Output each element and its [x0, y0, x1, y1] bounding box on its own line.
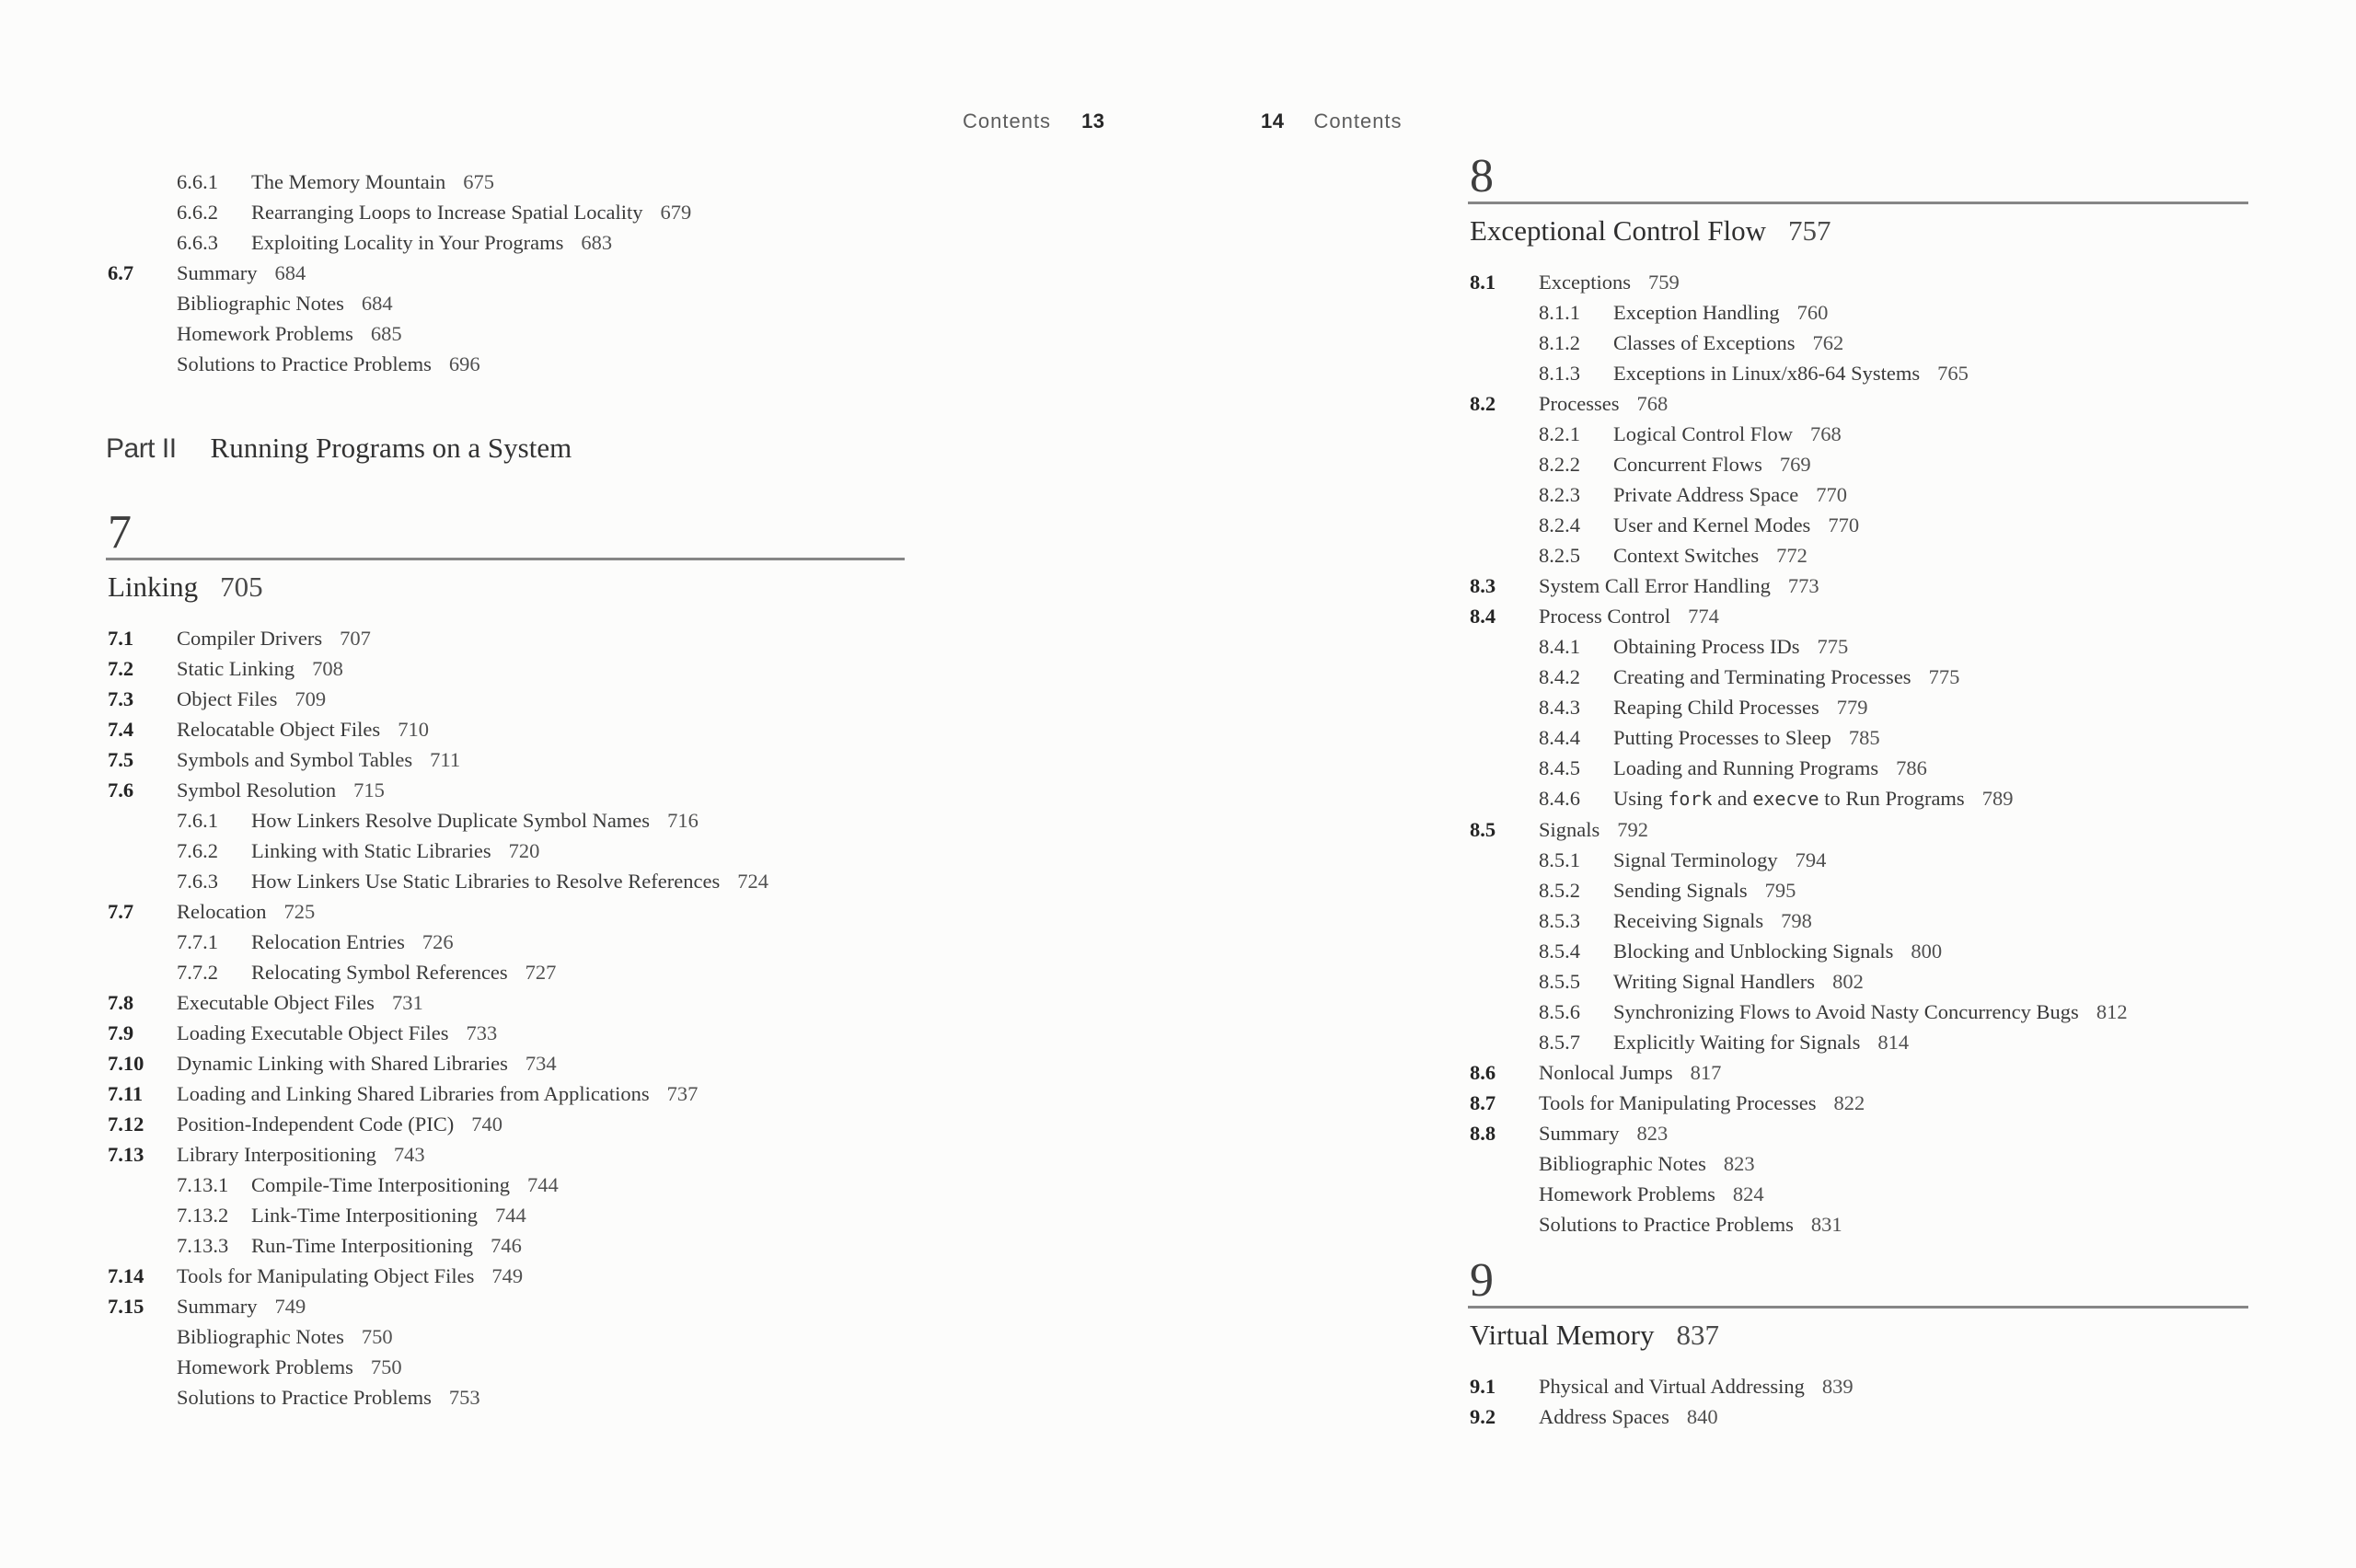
- chapter9-number: 9: [1470, 1254, 1494, 1307]
- toc-entry-page: 720: [508, 839, 540, 862]
- toc-entry: [106, 714, 905, 744]
- toc-entry-title: Symbol Resolution: [177, 778, 337, 801]
- toc-entry-page: 724: [737, 870, 768, 893]
- toc-entry-title: Summary: [1539, 1122, 1620, 1145]
- toc-entry-number: 6.6.2: [177, 201, 218, 224]
- running-head-right-title: Contents: [1313, 110, 1403, 133]
- running-head-left-folio: 13: [1081, 110, 1105, 133]
- toc-entry-title: How Linkers Resolve Duplicate Symbol Names: [251, 809, 651, 832]
- toc-entry-page: 774: [1688, 605, 1719, 628]
- toc-entry-title: Linking with Static Libraries: [251, 839, 491, 862]
- toc-entry-number: 8.4.1: [1539, 635, 1580, 658]
- toc-entry-title: Tools for Manipulating Object Files: [177, 1264, 475, 1287]
- toc-entry-page: 743: [393, 1143, 425, 1166]
- toc-entry-title: Library Interpositioning: [177, 1143, 376, 1166]
- toc-entry: [106, 653, 905, 684]
- chapter7-start-page: 705: [220, 571, 263, 603]
- toc-entry-number: 7.12: [108, 1113, 144, 1136]
- toc-entry-number: 8.4.4: [1539, 726, 1580, 749]
- chapter8-title: Exceptional Control Flow: [1470, 214, 1767, 247]
- toc-entry: [1468, 1027, 2248, 1057]
- toc-entry-page: 725: [283, 900, 316, 923]
- toc-entry-page: 715: [353, 778, 385, 801]
- toc-entry-number: 8.4.2: [1539, 665, 1580, 688]
- toc-list-chapter7: [106, 623, 905, 1412]
- toc-entry-page: 775: [1928, 665, 1960, 688]
- toc-entry-page: 696: [448, 352, 480, 375]
- toc-entry-page: 675: [463, 170, 494, 193]
- toc-entry-page: 823: [1723, 1152, 1755, 1175]
- toc-entry-page: 802: [1832, 970, 1864, 993]
- toc-entry: [1468, 388, 2248, 419]
- toc-entry: [106, 1018, 905, 1048]
- toc-entry-title: Relocatable Object Files: [177, 718, 381, 741]
- toc-entry: [106, 744, 905, 775]
- toc-entry-title: Relocation: [177, 900, 267, 923]
- toc-entry-number: 8.2.5: [1539, 544, 1580, 567]
- part2-heading: [106, 432, 572, 465]
- toc-entry-title: Homework Problems: [177, 322, 353, 345]
- toc-entry: [1468, 1371, 2248, 1401]
- toc-entry: [106, 957, 905, 987]
- toc-entry-number: 7.11: [108, 1082, 144, 1105]
- toc-entry-number: 8.2.4: [1539, 513, 1580, 536]
- toc-entry-page: 709: [294, 687, 327, 710]
- chapter9-title-row: [1468, 1320, 2248, 1351]
- toc-entry: [106, 1291, 905, 1321]
- chapter7-number: 7: [108, 506, 132, 559]
- toc-entry-number: 7.2: [108, 657, 134, 680]
- toc-entry-page: 753: [448, 1386, 480, 1409]
- toc-entry-page: 726: [422, 930, 454, 953]
- toc-entry-title: Solutions to Practice Problems: [1539, 1213, 1794, 1236]
- toc-entry-number: 8.5.6: [1539, 1000, 1580, 1023]
- toc-entry-title: Loading Executable Object Files: [177, 1021, 449, 1044]
- toc-entry: [106, 197, 934, 227]
- toc-entry-number: 7.4: [108, 718, 134, 741]
- toc-list-chapter6: [106, 167, 934, 379]
- toc-entry-title: Process Control: [1539, 605, 1671, 628]
- toc-entry-number: 8.7: [1470, 1091, 1496, 1114]
- toc-list-chapter8: [1468, 267, 2248, 1239]
- toc-entry-number: 7.6.1: [177, 809, 218, 832]
- toc-entry-page: 823: [1636, 1122, 1669, 1145]
- toc-entry: [1468, 997, 2248, 1027]
- toc-entry-title: Homework Problems: [1539, 1182, 1715, 1205]
- toc-entry-page: 740: [471, 1113, 502, 1136]
- toc-entry-number: 8.5.3: [1539, 909, 1580, 932]
- toc-entry-title: Using fork and execve to Run Programs: [1613, 787, 1965, 810]
- toc-entry-number: 8.5: [1470, 818, 1496, 841]
- toc-entry-page: 684: [361, 292, 393, 315]
- toc-entry-number: 7.6: [108, 778, 134, 801]
- running-head-right: [1261, 110, 1403, 133]
- toc-entry: [1468, 1148, 2248, 1179]
- toc-entry-page: 795: [1764, 879, 1796, 902]
- chapter8-number: 8: [1470, 150, 1494, 202]
- toc-entry: [1468, 722, 2248, 753]
- code-term: execve: [1752, 788, 1819, 810]
- toc-entry-page: 749: [274, 1295, 306, 1318]
- toc-entry-title: Loading and Running Programs: [1613, 756, 1879, 779]
- toc-entry: [106, 1170, 905, 1200]
- toc-entry-title: Physical and Virtual Addressing: [1539, 1375, 1805, 1398]
- toc-entry: [106, 1048, 905, 1078]
- toc-entry: [1468, 1088, 2248, 1118]
- toc-entry-title: Address Spaces: [1539, 1405, 1669, 1428]
- toc-entry-page: 685: [370, 322, 402, 345]
- toc-entry-title: How Linkers Use Static Libraries to Resolve References: [251, 870, 721, 893]
- toc-entry-number: 7.15: [108, 1295, 144, 1318]
- chapter9-rule: [1468, 1306, 2248, 1309]
- toc-entry-number: 8.2.2: [1539, 453, 1580, 476]
- toc-entry: [1468, 267, 2248, 297]
- toc-entry: [1468, 753, 2248, 783]
- toc-entry: [106, 227, 934, 258]
- toc-entry-title: Obtaining Process IDs: [1613, 635, 1800, 658]
- toc-entry-title: Receiving Signals: [1613, 909, 1764, 932]
- toc-entry-page: 785: [1848, 726, 1880, 749]
- toc-entry-page: 737: [666, 1082, 699, 1105]
- running-head-right-folio: 14: [1261, 110, 1285, 133]
- toc-entry: [106, 896, 905, 927]
- toc-entry-page: 708: [312, 657, 343, 680]
- toc-entry-page: 773: [1787, 574, 1819, 597]
- toc-entry: [106, 1321, 905, 1352]
- toc-entry-number: 7.14: [108, 1264, 144, 1287]
- toc-entry-page: 768: [1636, 392, 1669, 415]
- toc-entry-title: Synchronizing Flows to Avoid Nasty Concurrency Bugs: [1613, 1000, 2079, 1023]
- toc-entry-number: 8.2.3: [1539, 483, 1580, 506]
- toc-entry: [106, 167, 934, 197]
- chapter7-title-row: [106, 571, 905, 603]
- toc-entry-page: 765: [1937, 362, 1969, 385]
- toc-entry-page: 800: [1911, 940, 1943, 963]
- toc-entry-number: 8.5.4: [1539, 940, 1580, 963]
- toc-entry-title: The Memory Mountain: [251, 170, 446, 193]
- toc-entry-page: 762: [1812, 331, 1844, 354]
- toc-entry-number: 8.4.5: [1539, 756, 1580, 779]
- toc-entry-page: 760: [1796, 301, 1829, 324]
- toc-entry-page: 750: [361, 1325, 393, 1348]
- chapter7-title: Linking: [108, 571, 199, 603]
- part-title: Running Programs on a System: [210, 432, 572, 464]
- toc-entry-page: 786: [1896, 756, 1927, 779]
- toc-entry-title: Blocking and Unblocking Signals: [1613, 940, 1894, 963]
- toc-entry-page: 744: [495, 1204, 526, 1227]
- toc-entry-number: 8.5.5: [1539, 970, 1580, 993]
- toc-entry-number: 8.1: [1470, 271, 1496, 294]
- toc-entry: [1468, 449, 2248, 479]
- toc-entry-page: 731: [391, 991, 423, 1014]
- toc-entry-page: 798: [1781, 909, 1812, 932]
- toc-entry-number: 6.7: [108, 261, 134, 284]
- toc-entry-title: Sending Signals: [1613, 879, 1748, 902]
- toc-entry: [1468, 1209, 2248, 1239]
- toc-entry-number: 7.7.2: [177, 961, 218, 984]
- toc-entry-title: Context Switches: [1613, 544, 1760, 567]
- toc-entry-number: 6.6.3: [177, 231, 218, 254]
- toc-entry: [1468, 814, 2248, 845]
- toc-entry-title: Signals: [1539, 818, 1600, 841]
- toc-entry-page: 707: [340, 627, 371, 650]
- toc-entry: [106, 866, 905, 896]
- toc-entry: [106, 1352, 905, 1382]
- toc-entry: [1468, 510, 2248, 540]
- toc-entry: [1468, 479, 2248, 510]
- toc-entry-title: Private Address Space: [1613, 483, 1799, 506]
- toc-entry: [1468, 571, 2248, 601]
- toc-entry-title: Position-Independent Code (PIC): [177, 1113, 455, 1136]
- toc-entry-title: Bibliographic Notes: [177, 1325, 344, 1348]
- toc-entry-title: Classes of Exceptions: [1613, 331, 1796, 354]
- toc-entry-page: 824: [1732, 1182, 1764, 1205]
- chapter9-block: [1468, 1254, 2248, 1432]
- toc-entry-page: 792: [1617, 818, 1649, 841]
- toc-entry: [106, 1078, 905, 1109]
- toc-entry-title: Rearranging Loops to Increase Spatial Locality: [251, 201, 643, 224]
- toc-entry: [1468, 875, 2248, 905]
- toc-entry: [106, 318, 934, 349]
- toc-entry-number: 8.5.7: [1539, 1031, 1580, 1054]
- toc-entry: [106, 1109, 905, 1139]
- toc-entry: [1468, 662, 2248, 692]
- toc-entry-title: Reaping Child Processes: [1613, 696, 1819, 719]
- chapter8-block: [1468, 150, 2248, 1239]
- chapter8-title-row: [1468, 215, 2248, 247]
- toc-entry-number: 8.3: [1470, 574, 1496, 597]
- toc-entry: [106, 927, 905, 957]
- toc-entry-page: 772: [1776, 544, 1807, 567]
- toc-entry-number: 7.7.1: [177, 930, 218, 953]
- toc-entry-page: 779: [1836, 696, 1868, 719]
- toc-entry-number: 6.6.1: [177, 170, 218, 193]
- toc-entry-title: Exceptions: [1539, 271, 1631, 294]
- toc-entry-title: Relocation Entries: [251, 930, 405, 953]
- toc-entry: [1468, 297, 2248, 328]
- toc-entry: [1468, 419, 2248, 449]
- toc-entry-title: Creating and Terminating Processes: [1613, 665, 1911, 688]
- toc-entry-page: 749: [491, 1264, 524, 1287]
- toc-entry-number: 9.1: [1470, 1375, 1496, 1398]
- toc-entry-title: System Call Error Handling: [1539, 574, 1771, 597]
- toc-entry-number: 8.6: [1470, 1061, 1496, 1084]
- toc-entry-page: 744: [527, 1173, 559, 1196]
- toc-entry: [106, 258, 934, 288]
- toc-entry: [106, 623, 905, 653]
- toc-entry: [1468, 966, 2248, 997]
- toc-entry-title: Symbols and Symbol Tables: [177, 748, 413, 771]
- toc-entry-title: Homework Problems: [177, 1355, 353, 1378]
- toc-entry-title: Static Linking: [177, 657, 295, 680]
- toc-entry-title: Compile-Time Interpositioning: [251, 1173, 511, 1196]
- toc-entry: [1468, 358, 2248, 388]
- toc-entry-number: 7.13.1: [177, 1173, 229, 1196]
- toc-entry-number: 7.13.3: [177, 1234, 229, 1257]
- toc-entry-title: Exceptions in Linux/x86-64 Systems: [1613, 362, 1921, 385]
- toc-entry-page: 822: [1833, 1091, 1865, 1114]
- toc-entry-number: 8.5.1: [1539, 848, 1580, 871]
- code-term: fork: [1668, 788, 1713, 810]
- toc-entry: [1468, 328, 2248, 358]
- toc-entry-page: 711: [430, 748, 461, 771]
- toc-entry: [106, 1139, 905, 1170]
- toc-list-chapter9: [1468, 1371, 2248, 1432]
- toc-entry-number: 8.4: [1470, 605, 1496, 628]
- toc-entry-title: Summary: [177, 1295, 258, 1318]
- toc-entry-title: Compiler Drivers: [177, 627, 323, 650]
- toc-entry-title: Solutions to Practice Problems: [177, 352, 432, 375]
- toc-entry-title: Solutions to Practice Problems: [177, 1386, 432, 1409]
- toc-entry-number: 7.5: [108, 748, 134, 771]
- toc-entry-title: Executable Object Files: [177, 991, 375, 1014]
- toc-entry-number: 8.1.1: [1539, 301, 1580, 324]
- toc-entry-page: 775: [1817, 635, 1849, 658]
- toc-entry-title: Processes: [1539, 392, 1620, 415]
- toc-entry-title: Dynamic Linking with Shared Libraries: [177, 1052, 508, 1075]
- toc-entry: [106, 805, 905, 836]
- chapter7-block: [106, 506, 905, 1412]
- chapter9-start-page: 837: [1676, 1319, 1719, 1351]
- toc-entry-title: Putting Processes to Sleep: [1613, 726, 1831, 749]
- toc-entry-page: 716: [667, 809, 699, 832]
- toc-entry-number: 7.3: [108, 687, 134, 710]
- toc-entry: [1468, 845, 2248, 875]
- toc-entry: [106, 1200, 905, 1230]
- toc-entry-number: 7.9: [108, 1021, 134, 1044]
- toc-entry-number: 8.4.6: [1539, 787, 1580, 810]
- toc-entry: [106, 349, 934, 379]
- toc-entry-title: Concurrent Flows: [1613, 453, 1762, 476]
- toc-entry-page: 769: [1779, 453, 1811, 476]
- toc-entry-page: 679: [660, 201, 692, 224]
- toc-entry-page: 789: [1981, 787, 2014, 810]
- toc-entry-title: Signal Terminology: [1613, 848, 1778, 871]
- toc-entry-page: 768: [1810, 422, 1842, 445]
- toc-entry-page: 839: [1821, 1375, 1854, 1398]
- chapter8-rule: [1468, 202, 2248, 204]
- toc-entry: [1468, 1057, 2248, 1088]
- toc-entry: [1468, 936, 2248, 966]
- toc-entry: [106, 836, 905, 866]
- toc-entry-page: 812: [2096, 1000, 2128, 1023]
- toc-entry-title: Tools for Manipulating Processes: [1539, 1091, 1817, 1114]
- toc-entry-number: 8.1.2: [1539, 331, 1580, 354]
- toc-entry-title: Exploiting Locality in Your Programs: [251, 231, 564, 254]
- toc-entry: [1468, 631, 2248, 662]
- chapter7-rule: [106, 558, 905, 560]
- toc-entry-title: Nonlocal Jumps: [1539, 1061, 1673, 1084]
- toc-entry: [1468, 1179, 2248, 1209]
- toc-entry: [106, 1261, 905, 1291]
- toc-entry-page: 814: [1877, 1031, 1910, 1054]
- toc-entry: [1468, 1118, 2248, 1148]
- chapter6-continued-block: [106, 167, 934, 379]
- toc-entry-page: 817: [1690, 1061, 1722, 1084]
- toc-entry: [106, 775, 905, 805]
- toc-entry-number: 8.5.2: [1539, 879, 1580, 902]
- toc-entry-number: 9.2: [1470, 1405, 1496, 1428]
- toc-entry-page: 759: [1647, 271, 1680, 294]
- toc-entry: [106, 684, 905, 714]
- toc-entry: [106, 1382, 905, 1412]
- chapter9-title: Virtual Memory: [1470, 1319, 1655, 1351]
- toc-entry: [1468, 692, 2248, 722]
- toc-entry-page: 683: [581, 231, 613, 254]
- running-head-left: [963, 110, 1105, 133]
- toc-entry-page: 746: [491, 1234, 522, 1257]
- toc-entry-title: Relocating Symbol References: [251, 961, 508, 984]
- toc-entry-number: 8.2: [1470, 392, 1496, 415]
- chapter8-start-page: 757: [1788, 214, 1831, 247]
- toc-entry-title: Link-Time Interpositioning: [251, 1204, 479, 1227]
- toc-entry-page: 710: [398, 718, 429, 741]
- toc-entry-title: Loading and Linking Shared Libraries from Applications: [177, 1082, 650, 1105]
- toc-entry-number: 7.7: [108, 900, 134, 923]
- toc-entry: [1468, 601, 2248, 631]
- toc-entry-title: Bibliographic Notes: [1539, 1152, 1706, 1175]
- toc-entry-title: Explicitly Waiting for Signals: [1613, 1031, 1861, 1054]
- toc-entry-number: 7.6.2: [177, 839, 218, 862]
- toc-entry: [1468, 1401, 2248, 1432]
- toc-entry: [1468, 783, 2248, 814]
- toc-entry-number: 8.8: [1470, 1122, 1496, 1145]
- part-label: Part II: [106, 433, 177, 464]
- toc-entry-page: 684: [274, 261, 306, 284]
- toc-entry-number: 7.8: [108, 991, 134, 1014]
- toc-entry-title: User and Kernel Modes: [1613, 513, 1811, 536]
- toc-entry-title: Bibliographic Notes: [177, 292, 344, 315]
- toc-entry-page: 727: [525, 961, 557, 984]
- toc-entry-title: Object Files: [177, 687, 278, 710]
- toc-entry-number: 8.4.3: [1539, 696, 1580, 719]
- toc-entry-number: 7.13.2: [177, 1204, 229, 1227]
- running-head-left-title: Contents: [963, 110, 1052, 133]
- toc-entry-number: 7.13: [108, 1143, 144, 1166]
- toc-entry-number: 8.2.1: [1539, 422, 1580, 445]
- toc-entry-page: 770: [1816, 483, 1847, 506]
- toc-entry-page: 831: [1810, 1213, 1842, 1236]
- toc-entry: [106, 987, 905, 1018]
- toc-entry-title: Writing Signal Handlers: [1613, 970, 1816, 993]
- toc-entry-page: 794: [1795, 848, 1827, 871]
- toc-entry-page: 770: [1828, 513, 1860, 536]
- toc-entry-page: 750: [370, 1355, 402, 1378]
- toc-entry: [106, 1230, 905, 1261]
- toc-entry-number: 7.6.3: [177, 870, 218, 893]
- toc-entry: [1468, 905, 2248, 936]
- toc-entry-number: 8.1.3: [1539, 362, 1580, 385]
- toc-entry-number: 7.10: [108, 1052, 144, 1075]
- toc-entry-page: 733: [466, 1021, 498, 1044]
- toc-entry-page: 840: [1686, 1405, 1718, 1428]
- toc-entry-title: Logical Control Flow: [1613, 422, 1793, 445]
- toc-entry-page: 734: [525, 1052, 557, 1075]
- toc-entry-number: 7.1: [108, 627, 134, 650]
- toc-entry: [1468, 540, 2248, 571]
- toc-entry: [106, 288, 934, 318]
- toc-entry-title: Summary: [177, 261, 258, 284]
- toc-entry-title: Run-Time Interpositioning: [251, 1234, 474, 1257]
- toc-entry-title: Exception Handling: [1613, 301, 1780, 324]
